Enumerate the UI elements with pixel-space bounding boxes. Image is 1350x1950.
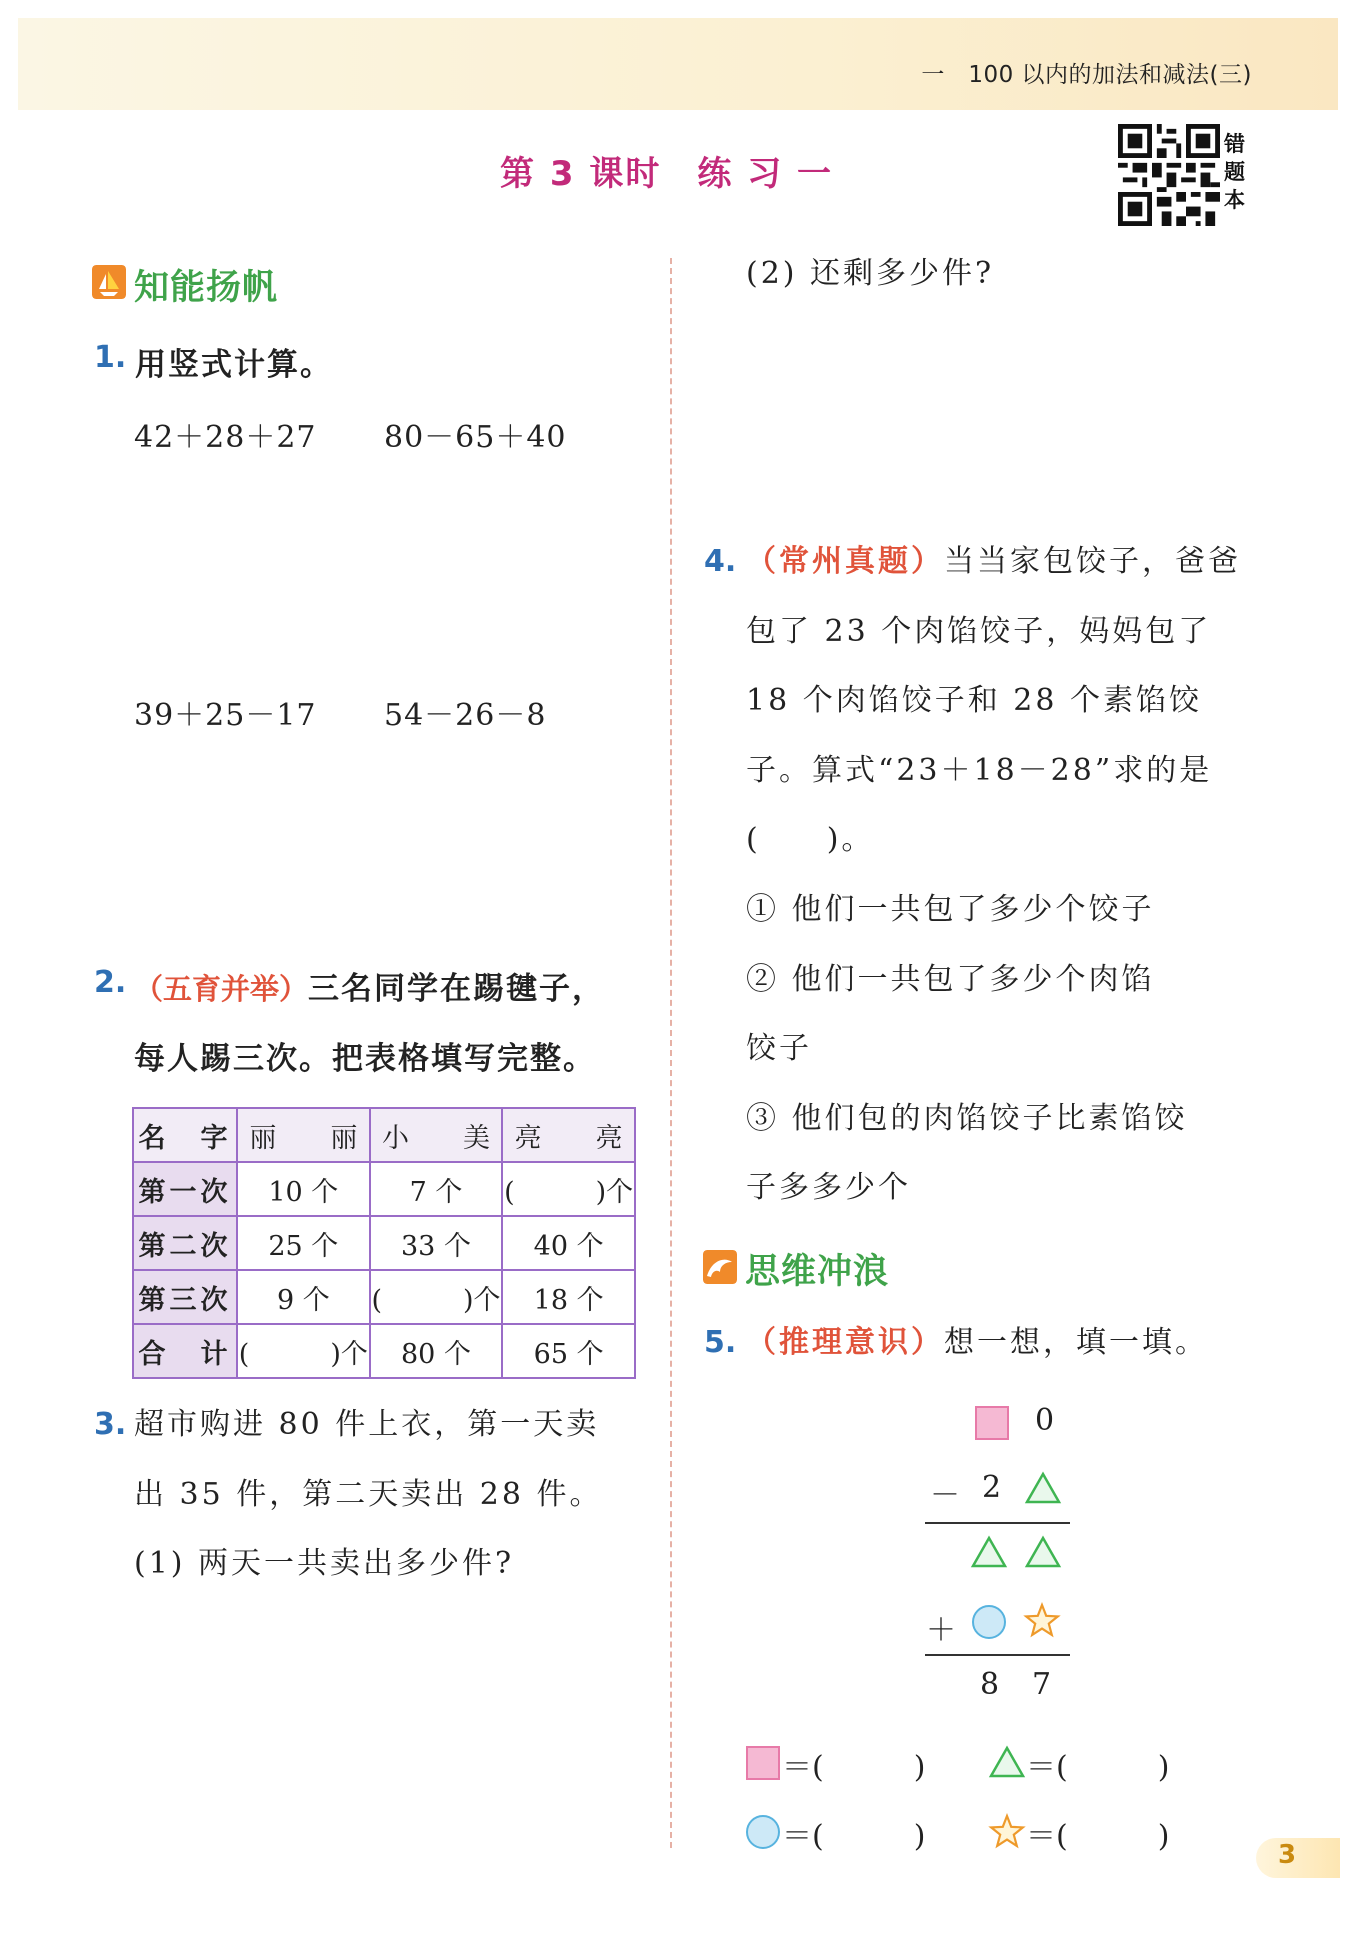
- chapter-title: 一 100 以内的加法和减法(三): [921, 62, 1252, 88]
- qr-label-char: 题: [1224, 160, 1245, 184]
- qr-label: [1224, 130, 1250, 214]
- q1-expr-b: 80－65＋40: [384, 420, 567, 455]
- pink-square-icon: [746, 1746, 780, 1780]
- q4-line3: 18 个肉馅饺子和 28 个素馅饺: [746, 683, 1202, 718]
- star-icon: [988, 1813, 1026, 1849]
- table-cell: 7 个: [370, 1162, 503, 1216]
- q4-option-3[interactable]: ③ 他们包的肉馅饺子比素馅饺: [746, 1101, 1188, 1136]
- q3-sub1: (1) 两天一共卖出多少件?: [134, 1546, 515, 1581]
- star-answer-blank[interactable]: ＝( ): [1026, 1819, 1170, 1854]
- qr-label-char: 错: [1224, 132, 1245, 156]
- q5-line1: [746, 1308, 1208, 1378]
- table-cell: 9 个: [237, 1270, 370, 1324]
- circle-answer-blank[interactable]: ＝( ): [782, 1819, 926, 1854]
- lesson-title: 第 3 课时 练 习 一: [500, 154, 834, 194]
- page-number-tab: [1256, 1838, 1340, 1878]
- q1-expr-c: 39＋25－17: [134, 698, 317, 733]
- question-number: 3.: [94, 1407, 127, 1442]
- question-number: 4.: [704, 544, 737, 579]
- table-row: [133, 1216, 635, 1270]
- table-blank-cell[interactable]: ( )个: [502, 1162, 635, 1216]
- table-cell: 丽 丽: [237, 1108, 370, 1162]
- triangle-icon: [1024, 1470, 1062, 1506]
- plus-sign: ＋: [926, 1613, 956, 1648]
- minus-sign: －: [930, 1478, 960, 1513]
- triangle-icon: [970, 1534, 1008, 1570]
- table-cell: 10 个: [237, 1162, 370, 1216]
- puzzle-digit: 0: [1035, 1403, 1055, 1438]
- puzzle-digit: 2: [982, 1470, 1002, 1505]
- q4-option-1[interactable]: ① 他们一共包了多少个饺子: [746, 892, 1155, 927]
- table-cell: 40 个: [502, 1216, 635, 1270]
- sail-icon: [92, 265, 126, 299]
- triangle-answer-blank[interactable]: ＝( ): [1026, 1750, 1170, 1785]
- q4-line4: 子。算式“23＋18－28”求的是: [746, 753, 1213, 788]
- qr-label-char: 本: [1224, 188, 1245, 212]
- wave-icon: [703, 1250, 737, 1284]
- square-answer-blank[interactable]: ＝( ): [782, 1750, 926, 1785]
- circle-icon: [746, 1815, 780, 1849]
- source-tag: （推理意识）: [746, 1325, 944, 1360]
- q2-text: 三名同学在踢毽子，: [308, 971, 606, 1007]
- table-cell: 65 个: [502, 1324, 635, 1378]
- q4-option-2[interactable]: ② 他们一共包了多少个肉馅: [746, 962, 1155, 997]
- table-blank-cell[interactable]: ( )个: [370, 1270, 503, 1324]
- star-icon: [1023, 1602, 1061, 1638]
- table-cell: 80 个: [370, 1324, 503, 1378]
- q4-line2: 包了 23 个肉馅饺子，妈妈包了: [746, 614, 1212, 649]
- column-divider: [670, 258, 672, 1848]
- sum-line: [925, 1654, 1070, 1656]
- table-cell: 25 个: [237, 1216, 370, 1270]
- q3-line1: 超市购进 80 件上衣，第一天卖: [134, 1407, 600, 1442]
- triangle-icon: [988, 1744, 1026, 1780]
- qr-code-icon[interactable]: [1118, 124, 1220, 226]
- section-title-zhineng: 知能扬帆: [134, 268, 279, 308]
- kick-table: [132, 1107, 636, 1379]
- question-number: 1.: [94, 340, 127, 375]
- q4-line1: [746, 527, 1241, 597]
- q3-sub2: (2) 还剩多少件?: [746, 256, 995, 291]
- sum-line: [925, 1522, 1070, 1524]
- circle-icon: [972, 1605, 1006, 1639]
- table-row: [133, 1162, 635, 1216]
- table-cell: 小 美: [370, 1108, 503, 1162]
- table-blank-cell[interactable]: ( )个: [237, 1324, 370, 1378]
- triangle-icon: [1024, 1534, 1062, 1570]
- section-title-siwei: 思维冲浪: [745, 1252, 890, 1292]
- q1-expr-d: 54－26－8: [384, 698, 547, 733]
- table-cell: 第三次: [133, 1270, 237, 1324]
- question-number: 5.: [704, 1325, 737, 1360]
- q1-text: 用竖式计算。: [135, 347, 333, 383]
- source-tag: （常州真题）: [746, 544, 944, 579]
- result-digit: 8: [980, 1667, 1000, 1702]
- q2-line1: [134, 963, 605, 1008]
- table-cell: 33 个: [370, 1216, 503, 1270]
- page-number: 3: [1278, 1840, 1297, 1870]
- question-number: 2.: [94, 965, 127, 1000]
- table-cell: 第一次: [133, 1162, 237, 1216]
- result-digit: 7: [1032, 1667, 1052, 1702]
- q4-option-2-cont: 饺子: [746, 1031, 812, 1066]
- table-row: [133, 1324, 635, 1378]
- q2-line2: 每人踢三次。把表格填写完整。: [134, 1041, 596, 1077]
- pink-square-icon: [975, 1406, 1009, 1440]
- table-cell: 第二次: [133, 1216, 237, 1270]
- q5-text: 想一想，填一填。: [944, 1325, 1208, 1360]
- table-cell: 亮 亮: [502, 1108, 635, 1162]
- table-row: [133, 1108, 635, 1162]
- source-tag: （五育并举）: [134, 972, 309, 1006]
- q4-answer-blank[interactable]: ( )。: [746, 822, 875, 857]
- table-cell: 名 字: [133, 1108, 237, 1162]
- table-cell: 合 计: [133, 1324, 237, 1378]
- table-row: [133, 1270, 635, 1324]
- q3-line2: 出 35 件，第二天卖出 28 件。: [134, 1477, 603, 1512]
- q4-text: 当当家包饺子，爸爸: [944, 544, 1241, 579]
- table-cell: 18 个: [502, 1270, 635, 1324]
- q4-option-3-cont: 子多多少个: [746, 1170, 911, 1205]
- q1-expr-a: 42＋28＋27: [134, 420, 317, 455]
